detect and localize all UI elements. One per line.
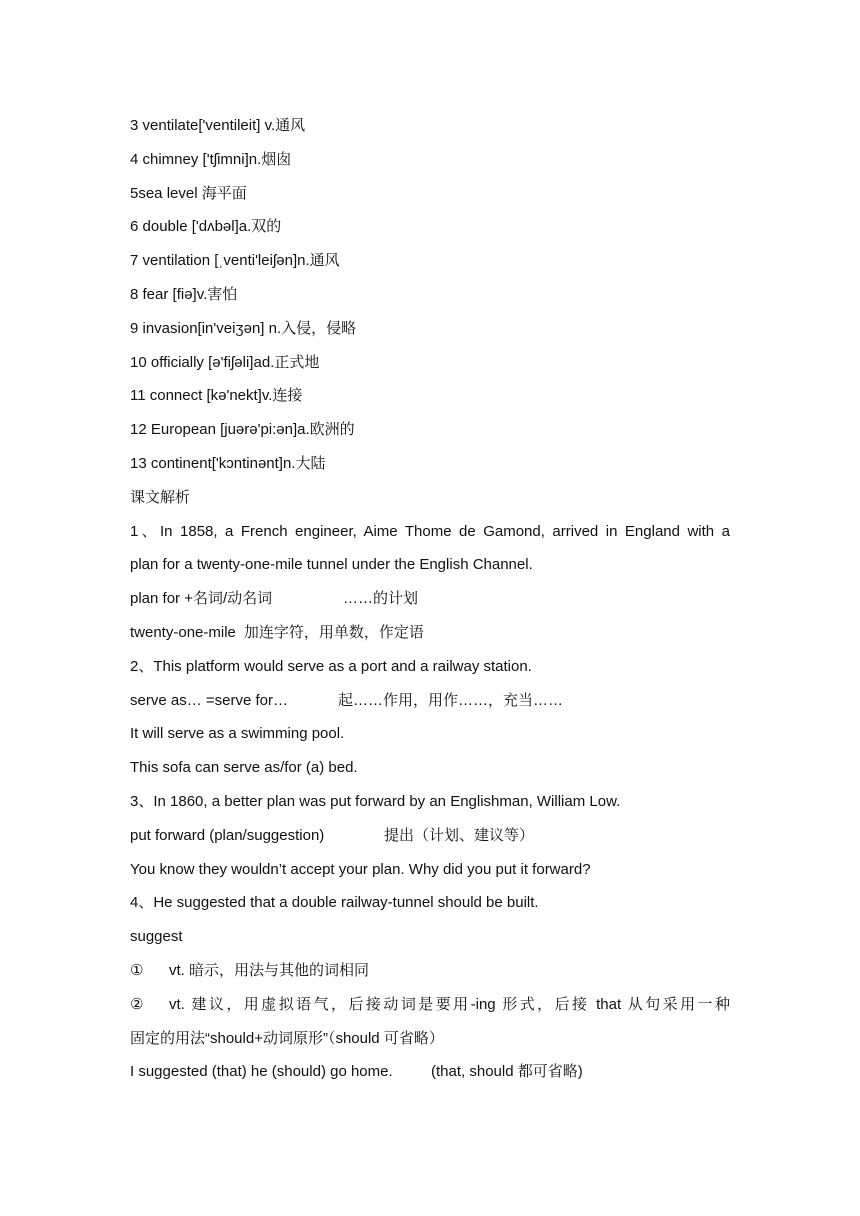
vocab-item: 11 connect [kə'nekt]v.连接 bbox=[130, 387, 303, 405]
vocab-item: 10 officially [ə'fiʃəli]ad.正式地 bbox=[130, 353, 320, 371]
example-sentence: This sofa can serve as/for (a) bed. bbox=[130, 759, 358, 777]
note-term: plan for +名词/动名词 bbox=[130, 590, 273, 608]
usage-item-1 bbox=[130, 954, 730, 988]
example-sentence: It will serve as a swimming pool. bbox=[130, 725, 345, 743]
vocab-item: 8 fear [fiə]v.害怕 bbox=[130, 285, 238, 303]
note-word-suggest: suggest bbox=[130, 928, 183, 946]
note-meaning: 加连字符，用单数，作定语 bbox=[243, 623, 424, 641]
sentence-1-line-1: 1、In 1858, a French engineer, Aime Thome de Gamond, arrived in England with a bbox=[130, 522, 730, 540]
circled-number: ① bbox=[130, 961, 144, 979]
usage-item-2 bbox=[130, 988, 730, 1022]
note-meaning: 提出（计划、建议等） bbox=[384, 826, 535, 844]
sentence-1-line-2: plan for a twenty-one-mile tunnel under the English Channel. bbox=[130, 556, 533, 574]
circled-number: ② bbox=[130, 995, 144, 1013]
note-hyphen bbox=[130, 616, 730, 650]
vocab-item: 6 double ['dʌbəl]a.双的 bbox=[130, 218, 282, 236]
usage-text: vt. 暗示，用法与其他的词相同 bbox=[169, 961, 370, 979]
vocab-item: 9 invasion[in'veiʒən] n.入侵，侵略 bbox=[130, 319, 357, 337]
example-sentence: You know they wouldn’t accept your plan. Why did you put it forward? bbox=[130, 860, 591, 878]
sentence-3: 3、In 1860, a better plan was put forward by an Englishman, William Low. bbox=[130, 792, 621, 810]
section-heading: 课文解析 bbox=[130, 488, 191, 506]
usage-item-2-continued: 固定的用法“should+动词原形”（should 可省略） bbox=[130, 1029, 444, 1047]
vocab-item: 4 chimney ['tʃimni]n.烟囱 bbox=[130, 150, 292, 168]
sentence-4: 4、He suggested that a double railway-tunnel should be built. bbox=[130, 894, 539, 912]
note-plan-for bbox=[130, 582, 730, 616]
note-term: put forward (plan/suggestion) bbox=[130, 826, 325, 844]
note-meaning: ……的计划 bbox=[343, 590, 419, 608]
document-body bbox=[130, 109, 730, 1089]
note-meaning: 起……作用，用作……，充当…… bbox=[338, 691, 564, 709]
note-term: twenty-one-mile bbox=[130, 623, 236, 641]
note-serve-as bbox=[130, 684, 730, 718]
note-term: serve as… =serve for… bbox=[130, 691, 288, 709]
example-note: (that, should 都可省略) bbox=[431, 1063, 583, 1081]
example-text: I suggested (that) he (should) go home. bbox=[130, 1063, 393, 1081]
usage-text: vt. 建议，用虚拟语气，后接动词是要用-ing 形式，后接 that 从句采用一种 bbox=[169, 995, 730, 1013]
vocab-item: 12 European [juərə'pi:ən]a.欧洲的 bbox=[130, 421, 355, 439]
note-put-forward bbox=[130, 819, 730, 853]
vocab-item: 7 ventilation [ˌventi'leiʃən]n.通风 bbox=[130, 252, 340, 270]
vocab-item: 3 ventilate['ventileit] v.通风 bbox=[130, 117, 306, 134]
vocab-item: 5sea level 海平面 bbox=[130, 184, 247, 202]
sentence-2: 2、This platform would serve as a port and a railway station. bbox=[130, 657, 532, 675]
example-sentence bbox=[130, 1055, 730, 1089]
vocab-item: 13 continent['kɔntinənt]n.大陆 bbox=[130, 454, 326, 472]
